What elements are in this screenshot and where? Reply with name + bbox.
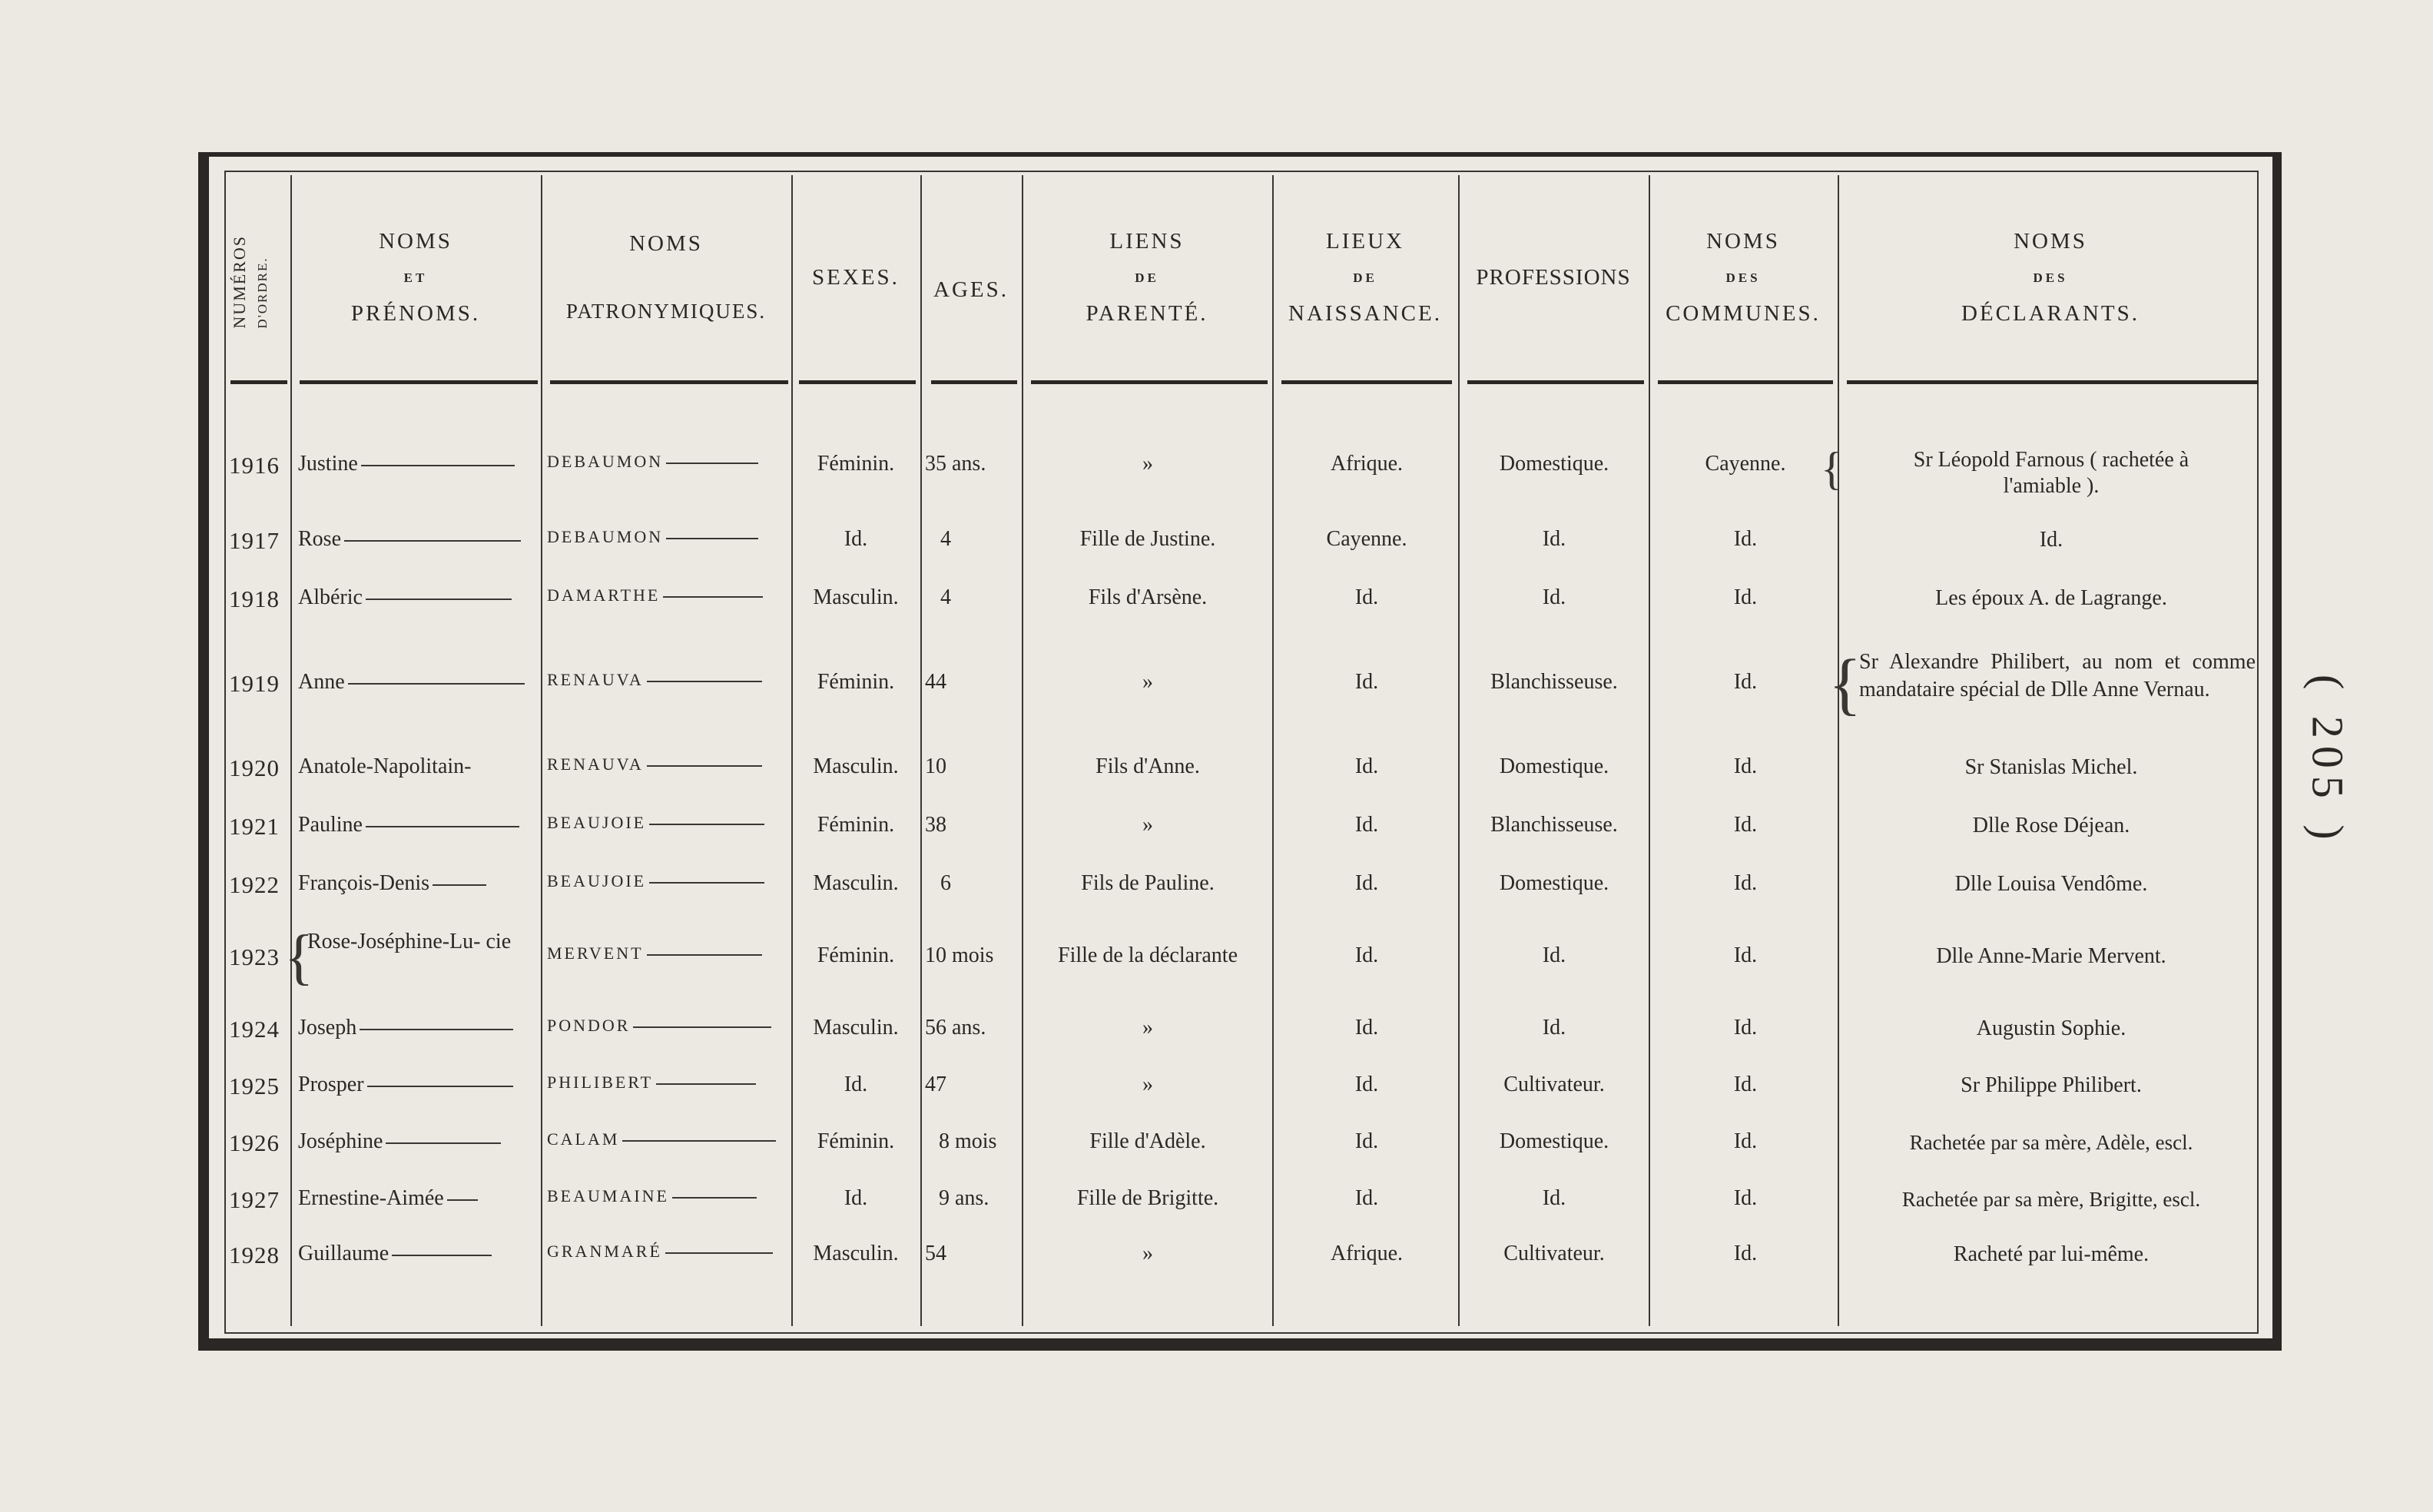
prenom: Justine [298, 452, 536, 476]
prenom: Albéric [298, 585, 536, 610]
declarant: Rachetée par sa mère, Brigitte, escl. [1901, 1188, 2201, 1211]
row-number: 1928 [229, 1242, 280, 1268]
lieu-naissance: Cayenne. [1326, 527, 1407, 551]
row-number: 1919 [229, 670, 280, 697]
commune: Id. [1733, 1186, 1758, 1210]
declarant: Sr Stanislas Michel. [1964, 755, 2138, 779]
age: 38 [925, 813, 946, 837]
declarant: Dlle Anne-Marie Mervent. [1936, 944, 2166, 968]
declarant: Racheté par lui-même. [1953, 1242, 2150, 1266]
age: 54 [925, 1242, 946, 1265]
prenom: Guillaume [298, 1242, 536, 1266]
sexe: Féminin. [817, 1129, 895, 1153]
sexe: Masculin. [813, 1016, 899, 1040]
age: 56 ans. [925, 1016, 986, 1040]
header-ages: AGES. [933, 277, 1009, 302]
lieu-naissance: Id. [1354, 871, 1379, 895]
age: 4 [940, 527, 951, 551]
header-noms-prenoms: NOMS ET PRÉNOMS. [350, 228, 481, 326]
lien-parente: Fils de Pauline. [1081, 871, 1215, 895]
prenom: Joséphine [298, 1129, 536, 1154]
lieu-naissance: Id. [1354, 1129, 1379, 1153]
page-number: ( 205 ) [2302, 674, 2353, 847]
declarant: Augustin Sophie. [1976, 1016, 2126, 1040]
sexe: Masculin. [813, 585, 899, 609]
row-number: 1925 [229, 1073, 280, 1099]
declarant: Rachetée par sa mère, Adèle, escl. [1909, 1131, 2193, 1154]
lieu-naissance: Id. [1354, 813, 1379, 837]
row-number: 1923 [229, 943, 280, 970]
row-number: 1920 [229, 754, 280, 781]
header-noms-patronymiques: NOMS PATRONYMIQUES. [565, 231, 767, 323]
nom-patronymique: MERVENT [547, 943, 789, 963]
lien-parente: Fille de Justine. [1079, 527, 1216, 551]
prenom: François-Denis [298, 871, 536, 896]
lien-parente: » [1142, 670, 1153, 694]
age: 10 mois [925, 943, 994, 967]
row-number: 1926 [229, 1129, 280, 1156]
profession: Blanchisseuse. [1490, 813, 1618, 837]
header-numeros: NUMÉROS D'ORDRE. [230, 235, 270, 329]
row-number: 1916 [229, 452, 280, 479]
lieu-naissance: Id. [1354, 1186, 1379, 1210]
declarant: Sr Alexandre Philibert, au nom et comme mandataire spécial de Dlle Anne Vernau. [1859, 650, 2256, 701]
lien-parente: » [1142, 1073, 1153, 1096]
age: 47 [925, 1073, 946, 1096]
prenom: Pauline [298, 813, 536, 837]
commune: Id. [1733, 754, 1758, 778]
lien-parente: Fille de Brigitte. [1076, 1186, 1219, 1210]
header-noms-communes: NOMS DES COMMUNES. [1666, 228, 1821, 326]
declarant: Les époux A. de Lagrange. [1935, 586, 2167, 610]
sexe: Féminin. [817, 670, 895, 694]
header-rule [1031, 380, 1268, 384]
age: 9 ans. [939, 1186, 989, 1210]
row-number: 1924 [229, 1016, 280, 1043]
lien-parente: Fils d'Anne. [1096, 754, 1200, 778]
header-rule [230, 380, 287, 384]
lien-parente: Fille d'Adèle. [1089, 1129, 1206, 1153]
age: 8 mois [939, 1129, 997, 1153]
sexe: Féminin. [817, 813, 895, 837]
lien-parente: » [1142, 813, 1153, 837]
age: 35 ans. [925, 452, 986, 476]
brace: { [284, 923, 314, 991]
prenom: Rose [298, 527, 536, 552]
row-number: 1927 [229, 1186, 280, 1213]
commune: Id. [1733, 527, 1758, 551]
sexe: Id. [844, 527, 868, 551]
lieu-naissance: Id. [1354, 585, 1379, 609]
prenom: Ernestine-Aimée [298, 1186, 536, 1211]
profession: Domestique. [1499, 452, 1609, 476]
header-lieux-naissance: LIEUX DE NAISSANCE. [1288, 228, 1442, 326]
profession: Id. [1542, 1186, 1566, 1210]
nom-patronymique: GRANMARÉ [547, 1242, 789, 1262]
commune: Id. [1733, 1129, 1758, 1153]
lieu-naissance: Id. [1354, 670, 1379, 694]
declarant: Dlle Rose Déjean. [1972, 814, 2130, 837]
nom-patronymique: DEBAUMON [547, 527, 789, 547]
commune: Cayenne. [1705, 452, 1786, 476]
header-liens-parente: LIENS DE PARENTÉ. [1086, 228, 1208, 326]
profession: Blanchisseuse. [1490, 670, 1618, 694]
lieu-naissance: Afrique. [1330, 1242, 1404, 1265]
sexe: Id. [844, 1186, 868, 1210]
sexe: Féminin. [817, 943, 895, 967]
commune: Id. [1733, 1073, 1758, 1096]
nom-patronymique: DEBAUMON [547, 452, 789, 472]
commune: Id. [1733, 670, 1758, 694]
header-rule [1467, 380, 1644, 384]
prenom: Prosper [298, 1073, 536, 1097]
header-rule [1281, 380, 1452, 384]
row-number: 1917 [229, 527, 280, 554]
profession: Domestique. [1499, 1129, 1609, 1153]
nom-patronymique: PHILIBERT [547, 1073, 789, 1093]
header-sexes: SEXES. [812, 264, 900, 290]
nom-patronymique: DAMARTHE [547, 585, 789, 605]
age: 6 [940, 871, 951, 895]
nom-patronymique: CALAM [547, 1129, 789, 1149]
nom-patronymique: BEAUJOIE [547, 871, 789, 891]
row-number: 1922 [229, 871, 280, 898]
sexe: Masculin. [813, 754, 899, 778]
header-rule [300, 380, 538, 384]
brace: { [1821, 443, 1843, 494]
header-rule [550, 380, 788, 384]
nom-patronymique: PONDOR [547, 1016, 789, 1036]
profession: Id. [1542, 1016, 1566, 1040]
header-noms-declarants: NOMS DES DÉCLARANTS. [1961, 228, 2140, 326]
lieu-naissance: Afrique. [1330, 452, 1404, 476]
commune: Id. [1733, 943, 1758, 967]
profession: Id. [1542, 943, 1566, 967]
declarant: Sr Léopold Farnous ( rachetée à l'amiable ). [1913, 448, 2189, 498]
sexe: Id. [844, 1073, 868, 1096]
lieu-naissance: Id. [1354, 754, 1379, 778]
lien-parente: Fils d'Arsène. [1088, 585, 1208, 609]
header-professions: PROFESSIONS [1476, 264, 1631, 290]
prenom: Anne [298, 670, 536, 695]
prenom: Anatole-Napolitain- [298, 754, 472, 778]
profession: Domestique. [1499, 754, 1609, 778]
header-rule [1847, 380, 2259, 384]
lien-parente: » [1142, 452, 1153, 476]
lieu-naissance: Id. [1354, 943, 1379, 967]
commune: Id. [1733, 1016, 1758, 1040]
lien-parente: » [1142, 1242, 1153, 1265]
brace: { [1828, 646, 1862, 722]
commune: Id. [1733, 585, 1758, 609]
sexe: Féminin. [817, 452, 895, 476]
nom-patronymique: BEAUJOIE [547, 813, 789, 833]
declarant: Id. [2039, 528, 2063, 552]
prenom: Rose-Joséphine-Lu- cie [307, 930, 512, 953]
header-rule [1658, 380, 1833, 384]
sexe: Masculin. [813, 1242, 899, 1265]
age: 4 [940, 585, 951, 609]
commune: Id. [1733, 813, 1758, 837]
lieu-naissance: Id. [1354, 1016, 1379, 1040]
lien-parente: » [1142, 1016, 1153, 1040]
nom-patronymique: RENAUVA [547, 670, 789, 690]
declarant: Dlle Louisa Vendôme. [1954, 872, 2148, 896]
profession: Id. [1542, 527, 1566, 551]
profession: Cultivateur. [1503, 1073, 1605, 1096]
lien-parente: Fille de la déclarante [1058, 943, 1238, 967]
declarant: Sr Philippe Philibert. [1961, 1073, 2142, 1097]
lieu-naissance: Id. [1354, 1073, 1379, 1096]
prenom: Joseph [298, 1016, 536, 1040]
commune: Id. [1733, 871, 1758, 895]
profession: Id. [1542, 585, 1566, 609]
profession: Domestique. [1499, 871, 1609, 895]
age: 44 [925, 670, 946, 694]
nom-patronymique: BEAUMAINE [547, 1186, 789, 1206]
age: 10 [925, 754, 946, 778]
sexe: Masculin. [813, 871, 899, 895]
nom-patronymique: RENAUVA [547, 754, 789, 774]
header-rule [799, 380, 916, 384]
profession: Cultivateur. [1503, 1242, 1605, 1265]
row-number: 1918 [229, 585, 280, 612]
commune: Id. [1733, 1242, 1758, 1265]
row-number: 1921 [229, 813, 280, 840]
